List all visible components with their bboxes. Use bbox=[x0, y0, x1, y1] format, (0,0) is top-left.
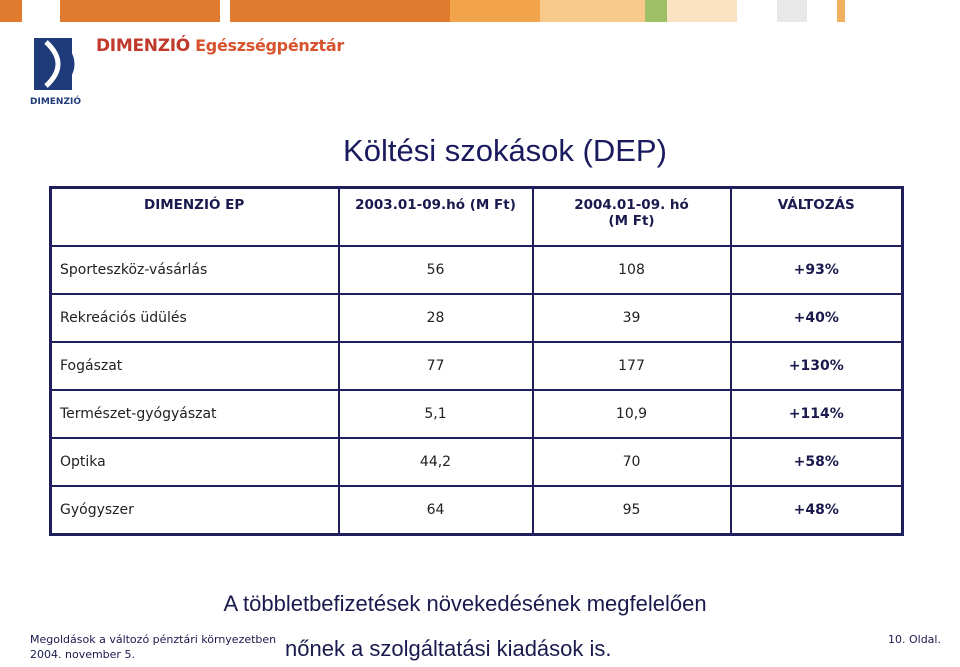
row-change: +130% bbox=[731, 342, 903, 390]
header-2004-line2: (M Ft) bbox=[608, 213, 655, 229]
table-row bbox=[51, 246, 903, 294]
row-change: +48% bbox=[731, 486, 903, 535]
table-header-row bbox=[51, 188, 903, 247]
header-dimenzio-ep: DIMENZIÓ EP bbox=[51, 188, 339, 247]
top-color-stripe bbox=[0, 0, 960, 22]
row-value-2004: 177 bbox=[533, 342, 731, 390]
header-valtozas: VÁLTOZÁS bbox=[731, 188, 903, 247]
row-value-2003: 28 bbox=[339, 294, 533, 342]
brand-name-part2: Egészségpénztár bbox=[189, 36, 344, 55]
table-row bbox=[51, 342, 903, 390]
logo-caption: DIMENZIÓ bbox=[30, 97, 81, 107]
row-value-2004: 108 bbox=[533, 246, 731, 294]
row-change: +93% bbox=[731, 246, 903, 294]
row-category: Gyógyszer bbox=[51, 486, 339, 535]
row-category: Természet-gyógyászat bbox=[51, 390, 339, 438]
row-category: Sporteszköz-vásárlás bbox=[51, 246, 339, 294]
header-2003: 2003.01-09.hó (M Ft) bbox=[339, 188, 533, 247]
row-value-2004: 95 bbox=[533, 486, 731, 535]
row-category: Rekreációs üdülés bbox=[51, 294, 339, 342]
spending-table bbox=[49, 186, 904, 536]
row-change: +58% bbox=[731, 438, 903, 486]
row-category: Fogászat bbox=[51, 342, 339, 390]
row-value-2003: 5,1 bbox=[339, 390, 533, 438]
header-2004 bbox=[533, 188, 731, 247]
dimenzio-logo bbox=[28, 34, 88, 108]
row-value-2003: 44,2 bbox=[339, 438, 533, 486]
footer-date: 2004. november 5. bbox=[30, 648, 135, 661]
conclusion-line1: A többletbefizetések növekedésének megfelelően bbox=[223, 591, 707, 616]
row-value-2004: 70 bbox=[533, 438, 731, 486]
header-2004-line1: 2004.01-09. hó bbox=[574, 197, 689, 213]
conclusion-line2: nőnek a szolgáltatási kiadások is. bbox=[285, 636, 612, 661]
table-row bbox=[51, 294, 903, 342]
row-change: +40% bbox=[731, 294, 903, 342]
row-value-2003: 77 bbox=[339, 342, 533, 390]
footer-presentation-title: Megoldások a változó pénztári környezetben bbox=[30, 633, 277, 646]
row-value-2003: 64 bbox=[339, 486, 533, 535]
brand-name bbox=[96, 36, 344, 56]
table-row bbox=[51, 438, 903, 486]
row-category: Optika bbox=[51, 438, 339, 486]
table-row bbox=[51, 390, 903, 438]
page-title: Költési szokások (DEP) bbox=[343, 133, 667, 168]
row-change: +114% bbox=[731, 390, 903, 438]
row-value-2003: 56 bbox=[339, 246, 533, 294]
page-number: 10. Oldal. bbox=[888, 633, 941, 646]
row-value-2004: 39 bbox=[533, 294, 731, 342]
row-value-2004: 10,9 bbox=[533, 390, 731, 438]
brand-name-part1: DIMENZIÓ bbox=[96, 36, 190, 56]
table-row bbox=[51, 486, 903, 535]
logo-mark-icon bbox=[28, 34, 88, 108]
footer-left bbox=[30, 632, 276, 662]
